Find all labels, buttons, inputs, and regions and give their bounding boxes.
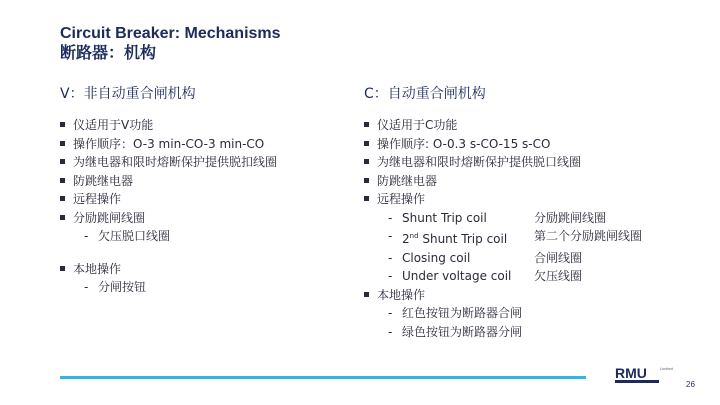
list-item: 远程操作 bbox=[60, 190, 350, 209]
bullet-icon bbox=[364, 178, 369, 183]
page-number: 26 bbox=[686, 380, 695, 389]
list-item: 远程操作 bbox=[364, 190, 694, 209]
svg-text:RMU: RMU bbox=[615, 365, 647, 381]
sub-list-item: - 欠压脱口线圈 bbox=[84, 229, 171, 243]
bullet-icon bbox=[60, 122, 65, 127]
bullet-icon bbox=[60, 141, 65, 146]
rmu-logo-icon bbox=[615, 364, 659, 384]
list-item: 防跳继电器 bbox=[60, 172, 350, 191]
bullet-icon bbox=[60, 159, 65, 164]
list-item: 操作顺序：O-3 min-CO-3 min-CO bbox=[60, 135, 350, 154]
coil-row: - Under voltage coil 欠压线圈 bbox=[388, 269, 583, 283]
bullet-icon bbox=[60, 215, 65, 220]
list-item: 仪适用于C功能 bbox=[364, 116, 694, 135]
right-heading: C：自动重合闸机构 bbox=[364, 86, 486, 102]
coil-row: - 2nd Shunt Trip coil 第二个分励跳闸线圈 bbox=[388, 229, 643, 246]
list-item: 防跳继电器 bbox=[364, 172, 694, 191]
left-list bbox=[60, 116, 350, 297]
bullet-icon bbox=[364, 141, 369, 146]
footer-accent-line bbox=[60, 376, 586, 379]
left-column bbox=[60, 84, 350, 297]
title-chinese: 断路器：机构 bbox=[60, 45, 157, 62]
bullet-icon bbox=[364, 122, 369, 127]
bullet-icon bbox=[60, 266, 65, 271]
bullet-icon bbox=[364, 292, 369, 297]
left-heading: V：非自动重合闸机构 bbox=[60, 86, 196, 102]
bullet-icon bbox=[364, 196, 369, 201]
list-item: 仪适用于V功能 bbox=[60, 116, 350, 135]
list-item: 本地操作 bbox=[364, 286, 694, 305]
list-item: 操作顺序: O-0.3 s-CO-15 s-CO bbox=[364, 135, 694, 154]
coil-row: - Closing coil 合闸线圈 bbox=[388, 250, 583, 265]
bullet-icon bbox=[60, 178, 65, 183]
list-item: 分励跳闸线圈 bbox=[60, 209, 350, 228]
coil-row: - Shunt Trip coil 分励跳闸线圈 bbox=[388, 210, 607, 225]
logo-subtext: Limited bbox=[660, 366, 673, 371]
slide-title bbox=[60, 24, 281, 64]
list-item: 为继电器和限时熔断保护提供脱口线圈 bbox=[364, 153, 694, 172]
list-item: 本地操作 bbox=[60, 260, 350, 279]
right-list bbox=[364, 116, 694, 341]
sub-list-item: - 绿色按钮为断路器分闸 bbox=[388, 324, 523, 339]
list-item: 为继电器和限时熔断保护提供脱扣线圈 bbox=[60, 153, 350, 172]
title-english: Circuit Breaker: Mechanisms bbox=[60, 25, 281, 42]
spacer bbox=[60, 246, 350, 260]
bullet-icon bbox=[364, 159, 369, 164]
bullet-icon bbox=[60, 196, 65, 201]
right-column bbox=[364, 84, 694, 341]
sub-list-item: - 分闸按钮 bbox=[84, 280, 147, 294]
sub-list-item: - 红色按钮为断路器合闸 bbox=[388, 306, 523, 320]
